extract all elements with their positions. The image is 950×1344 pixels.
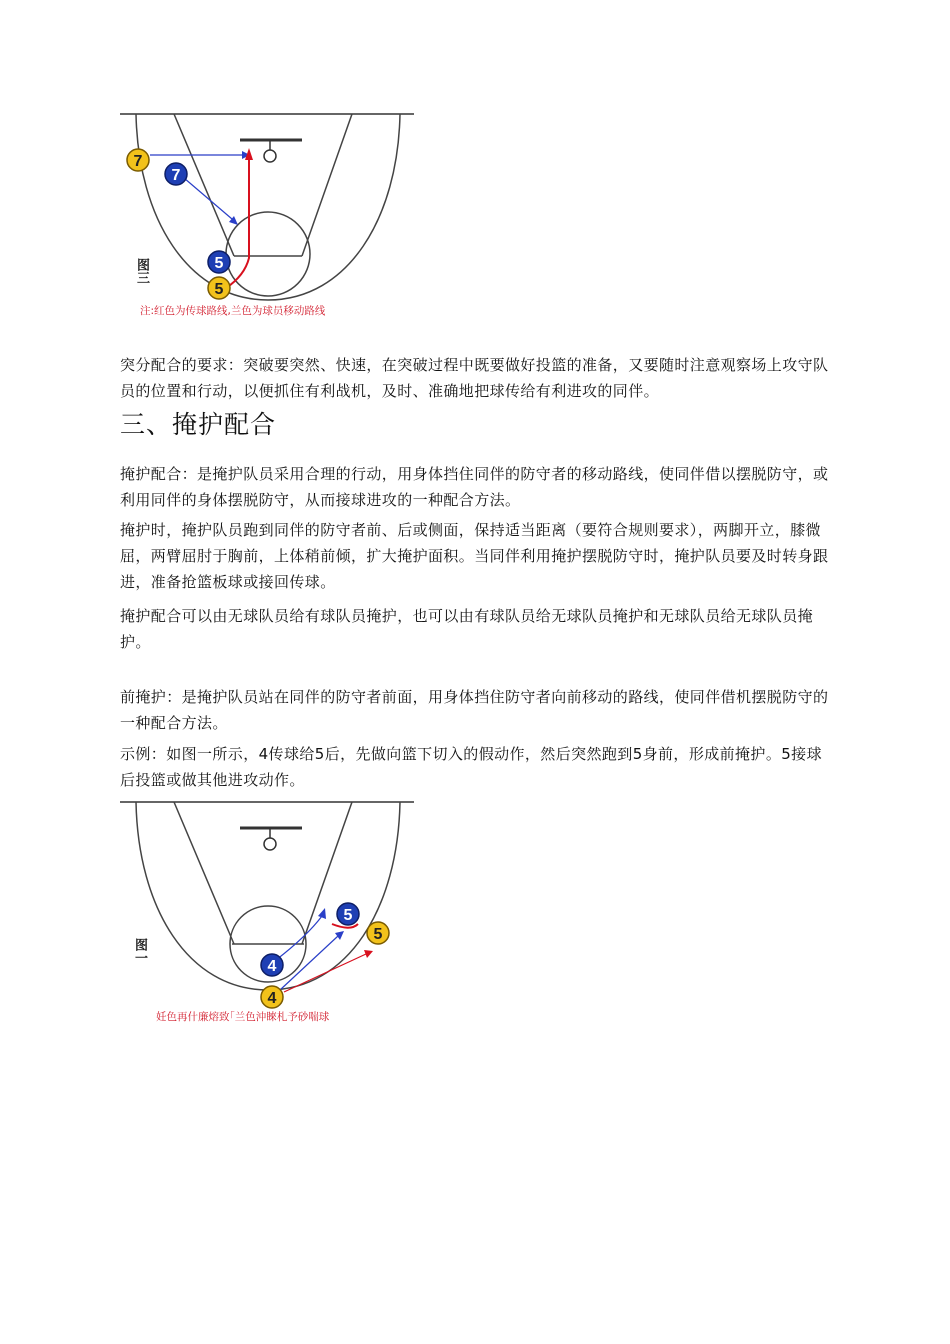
paragraph-breakthrough-requirements: 突分配合的要求：突破要突然、快速，在突破过程中既要做好投篮的准备，又要随时注意观察场上攻守队员的位置和行动，以便抓住有利战机，及时、准确地把球传给有利进攻的同伴。 — [120, 356, 829, 400]
figure-caption: 注:红色为传球路线,兰色为球员移动路线 — [140, 305, 326, 317]
figure-3 — [118, 108, 418, 326]
three-point-arc — [133, 114, 400, 300]
free-throw-circle — [226, 212, 310, 296]
pass-line — [226, 158, 249, 288]
figure-label: 图三 — [134, 258, 149, 284]
court-diagram-1 — [118, 798, 418, 1026]
paragraph-example: 示例：如图一所示，4传球给5后，先做向篮下切入的假动作，然后突然跑到5身前，形成前掩护。5接球后投篮或做其他进攻动作。 — [120, 745, 822, 789]
svg-text:5: 5 — [343, 907, 353, 924]
section-heading: 三、掩护配合 — [120, 410, 277, 439]
hoop — [264, 838, 276, 850]
pass-line — [284, 954, 366, 992]
paragraph-front-screen: 前掩护：是掩护队员站在同伴的防守者前面，用身体挡住防守者向前移动的路线，使同伴借机摆脱防守的一种配合方法。 — [120, 688, 829, 732]
court-diagram-3 — [118, 108, 418, 326]
player-7-offense — [127, 149, 149, 171]
svg-text:5: 5 — [373, 926, 383, 943]
paragraph-screen-technique: 掩护时，掩护队员跑到同伴的防守者前、后或侧面，保持适当距离（要符合规则要求），两脚开立，膝微屈，两臂屈肘于胸前，上体稍前倾，扩大掩护面积。当同伴利用掩护摆脱防守时，掩护队员要及时转身跟进，准备抢篮板球或接回传球。 — [120, 521, 829, 591]
paragraph-screen-definition: 掩护配合：是掩护队员采用合理的行动，用身体挡住同伴的防守者的移动路线，使同伴借以摆脱防守，或利用同伴的身体摆脱防守，从而接球进攻的一种配合方法。 — [120, 465, 829, 509]
lane-left — [171, 114, 234, 256]
player-5-defense — [337, 903, 359, 925]
lane-left — [174, 802, 234, 944]
svg-text:7: 7 — [133, 153, 143, 170]
player-5-offense — [208, 277, 230, 299]
hoop — [264, 150, 276, 162]
figure-caption: 妊色再什廉熔致｢兰色沖睞札予砂喘球 — [156, 1011, 330, 1023]
player-4-defense — [261, 954, 283, 976]
figure-label: 图一 — [132, 938, 147, 964]
figure-1 — [118, 798, 418, 1026]
lane-right — [302, 114, 352, 256]
svg-text:4: 4 — [267, 958, 277, 975]
svg-text:5: 5 — [214, 255, 224, 272]
paragraph-screen-types: 掩护配合可以由无球队员给有球队员掩护，也可以由有球队员给无球队员掩护和无球队员给无球队员掩护。 — [120, 607, 814, 651]
player-5-defense — [208, 251, 230, 273]
svg-text:7: 7 — [171, 167, 181, 184]
player-7-defense — [165, 163, 187, 185]
player-5-offense — [367, 922, 389, 944]
move-line — [184, 178, 232, 219]
svg-text:4: 4 — [267, 990, 277, 1007]
svg-text:5: 5 — [214, 281, 224, 298]
player-4-offense — [261, 986, 283, 1008]
